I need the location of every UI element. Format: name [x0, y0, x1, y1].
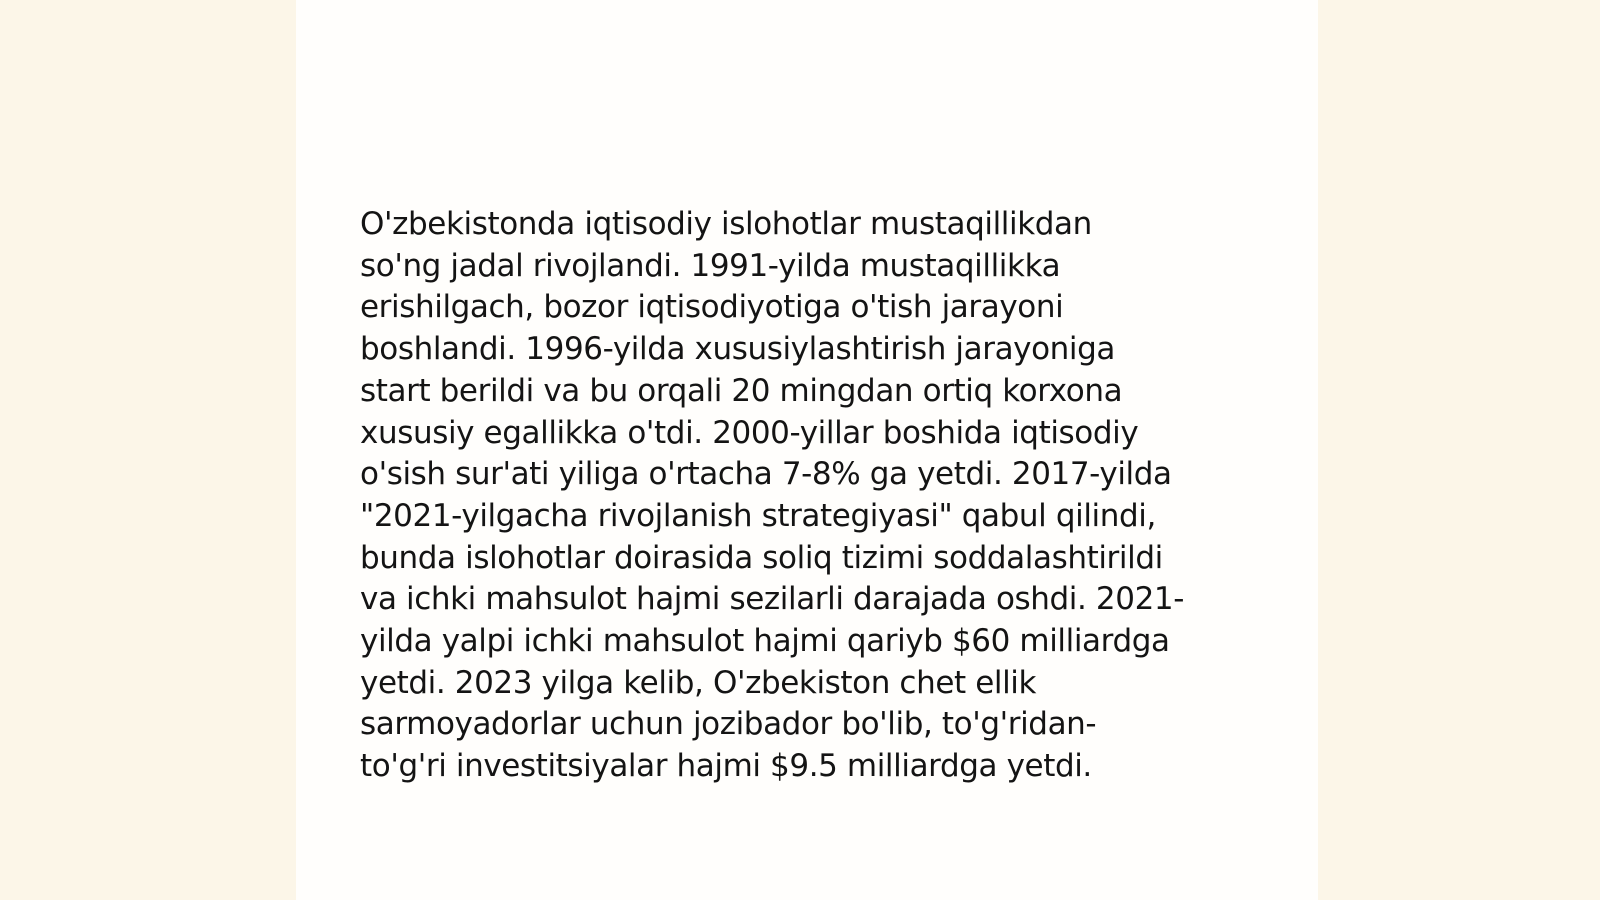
- body-paragraph: O'zbekistonda iqtisodiy islohotlar mustaqillikdan so'ng jadal rivojlandi. 1991-yilda mustaqillikka erishilgach, bozor iqtisodiyotiga o'tish jarayoni boshlandi. 1996-yilda xususiylashtirish jarayoniga start berildi va bu orqali 20 mingdan ortiq korxona xususiy egallikka o'tdi. 2000-yillar boshida iqtisodiy o'sish sur'ati yiliga o'rtacha 7-8% ga yetdi. 2017-yilda "2021-yilgacha rivojlanish strategiyasi" qabul qilindi, bunda islohotlar doirasida soliq tizimi soddalashtirildi va ichki mahsulot hajmi sezilarli darajada oshdi. 2021- yilda yalpi ichki mahsulot hajmi qariyb $60 milliardga yetdi. 2023 yilga kelib, O'zbekiston chet ellik sarmoyadorlar uchun jozibador bo'lib, to'g'ridan- to'g'ri investitsiyalar hajmi $9.5 milliardga yetdi.: [360, 206, 1185, 785]
- document-page: [296, 0, 1318, 900]
